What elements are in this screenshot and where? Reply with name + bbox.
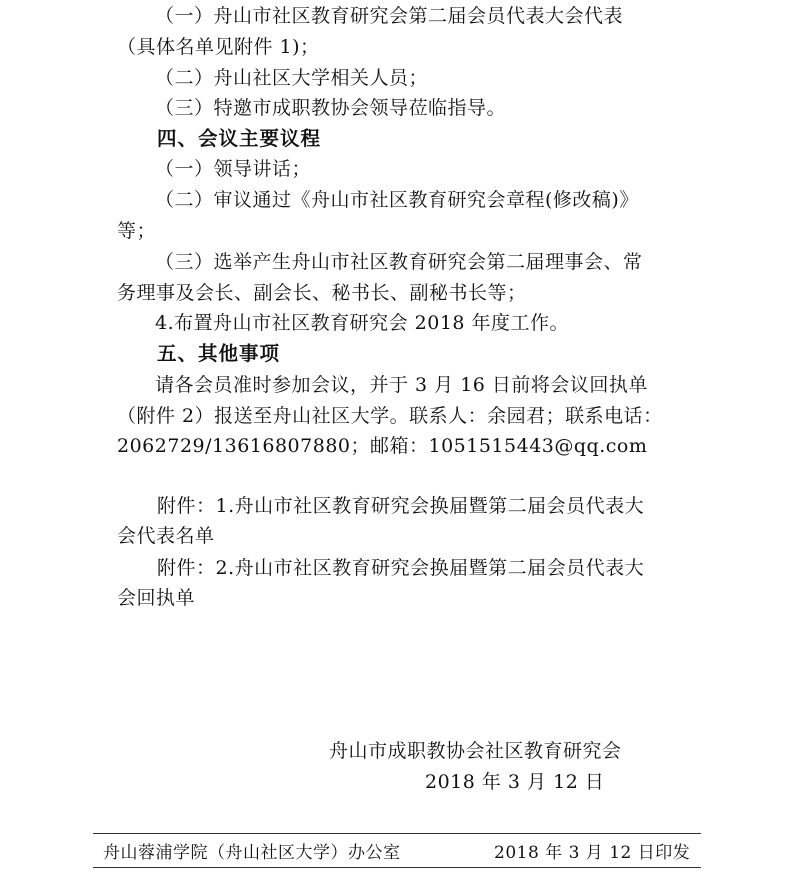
attachment-2-line-2: 会回执单 — [117, 587, 196, 609]
participant-item-3: （三）特邀市成职教协会领导莅临指导。 — [155, 97, 507, 119]
agenda-item-3-line-1: （三）选举产生舟山市社区教育研究会第二届理事会、常 — [155, 251, 643, 273]
footer-office: 舟山蓉浦学院（舟山社区大学）办公室 — [103, 843, 401, 863]
participant-item-1-line-1: （一）舟山市社区教育研究会第二届会员代表大会代表 — [155, 5, 624, 27]
participant-item-2: （二）舟山社区大学相关人员； — [155, 67, 429, 89]
other-line-2: （附件 2）报送至舟山社区大学。联系人：余园君；联系电话： — [117, 405, 663, 427]
attachment-1-line-2: 会代表名单 — [117, 525, 215, 547]
agenda-item-2-line-1: （二）审议通过《舟山市社区教育研究会章程(修改稿)》 — [155, 189, 639, 211]
footer-top-rule — [93, 833, 701, 834]
agenda-item-2-line-2: 等； — [117, 220, 157, 242]
other-line-1: 请各会员准时参加会议，并于 3 月 16 日前将会议回执单 — [155, 374, 648, 396]
participant-item-1-line-2: （具体名单见附件 1)； — [117, 36, 320, 58]
agenda-item-4: 4.布置舟山市社区教育研究会 2018 年度工作。 — [155, 312, 570, 334]
signature-date: 2018 年 3 月 12 日 — [425, 771, 605, 793]
agenda-item-1: （一）领导讲话； — [155, 158, 312, 180]
other-line-3: 2062729/13616807880；邮箱：1051515443@qq.com — [117, 435, 648, 457]
attachment-1-line-1: 附件：1.舟山市社区教育研究会换届暨第二届会员代表大 — [157, 495, 645, 517]
other-heading: 五、其他事项 — [157, 342, 281, 365]
footer-bottom-rule — [93, 867, 701, 868]
footer-issued-date: 2018 年 3 月 12 日印发 — [494, 843, 691, 863]
signature-organization: 舟山市成职教协会社区教育研究会 — [329, 740, 622, 762]
attachment-2-line-1: 附件：2.舟山市社区教育研究会换届暨第二届会员代表大 — [157, 557, 645, 579]
agenda-heading: 四、会议主要议程 — [157, 127, 322, 150]
agenda-item-3-line-2: 务理事及会长、副会长、秘书长、副秘书长等； — [117, 282, 527, 304]
